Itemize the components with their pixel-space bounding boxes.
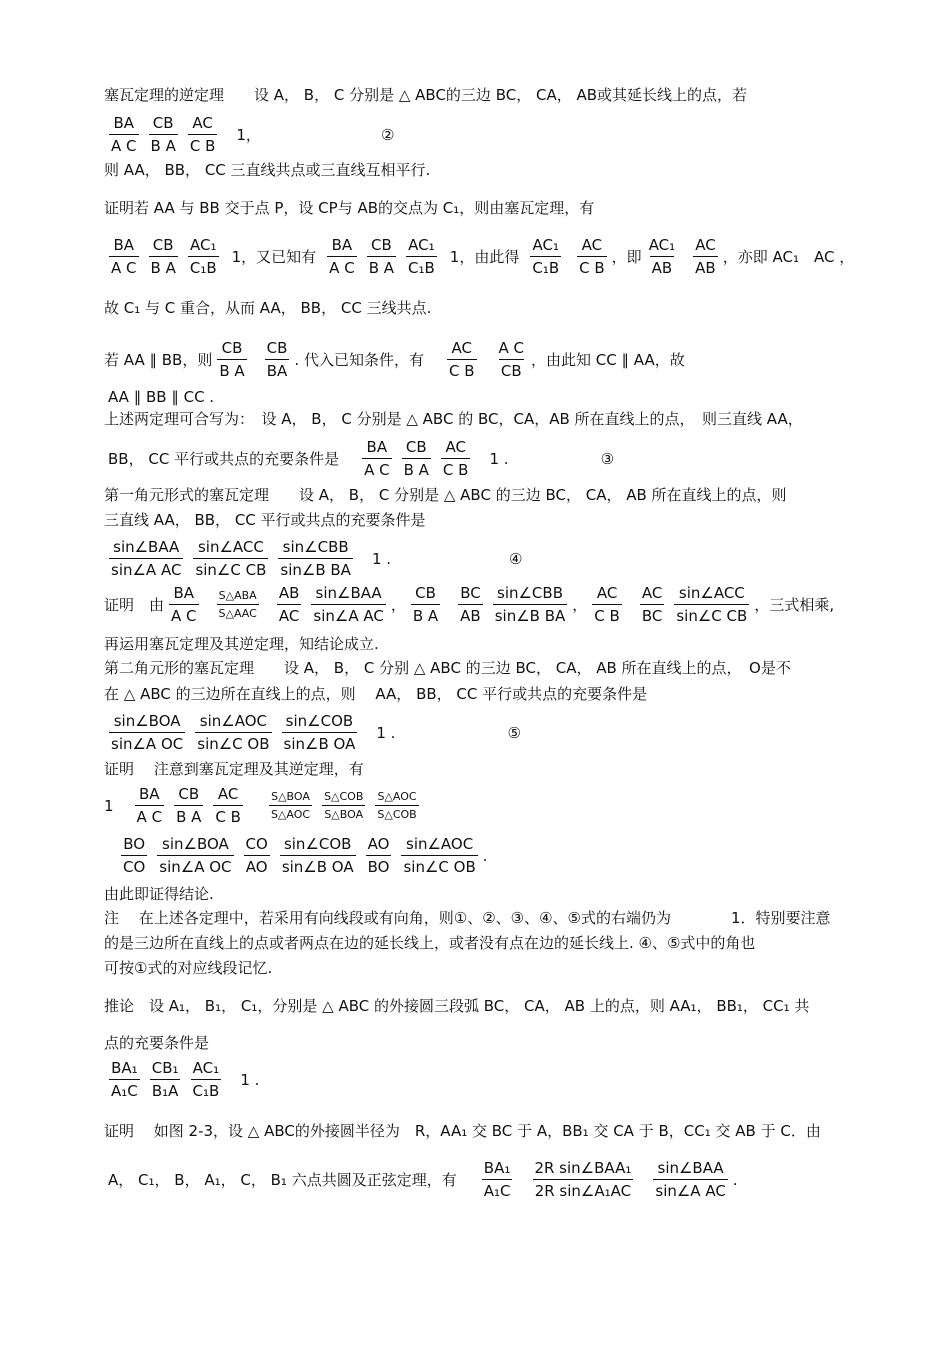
paragraph-text: 第二角元形的塞瓦定理 设 A， B， C 分别 △ ABC 的三边 BC， CA， AB 所在直线上的点， O是不 [104,659,791,677]
paragraph-text: 可按①式的对应线段记忆. [104,959,273,977]
equation-rhs: 1， [236,125,261,144]
paragraph [104,509,426,531]
equation-10 [108,437,614,480]
fraction: $\frac{CB}{\text{B A}}$ [150,236,176,277]
paragraph [104,297,431,319]
fraction: $\frac{\text{A C}}{CB}$ [498,339,525,380]
fraction: $\frac{AC}{\text{C B}}$ [215,785,241,826]
fraction: $\frac{BA}{\text{A C}}$ [136,785,163,826]
fraction: $\frac{\text{AC₁}}{\text{C₁B}}$ [192,1059,220,1100]
inline-text: . [482,846,488,865]
inline-text: ，亦即 AC₁ AC ， [722,247,855,266]
inline-text: BB， CC 平行或共点的充要条件是 [108,449,340,468]
inline-text: 若 AA ∥ BB，则 [104,350,213,369]
paragraph [104,683,647,705]
paragraph-text: 推论 设 A₁， B₁， C₁，分别是 △ ABC 的外接圆三段弧 BC， CA， AB 上的点，则 AA₁， BB₁， CC₁ 共 [104,997,810,1015]
paragraph-text: 注 在上述各定理中，若采用有向线段或有向角，则①、②、③、④、⑤式的右端仍为 1．特别要注意 [104,909,831,927]
paragraph-text: 再运用塞瓦定理及其逆定理，知结论成立. [104,635,379,653]
fraction: $\frac{CB}{\text{B A}}$ [368,236,395,277]
proof-paragraph [104,758,364,780]
paragraph-text: 的是三边所在直线上的点或者两点在边的延长线上，或者没有点在边的延长线上. ④、⑤式中的角也 [104,934,756,952]
fraction: $\frac{AC}{\text{C B}}$ [189,114,216,155]
fraction: $\frac{CB}{\text{B A}}$ [176,785,202,826]
equation-28 [104,1058,259,1101]
fraction: $\frac{CB}{\text{B A}}$ [150,114,176,155]
paragraph [104,883,214,905]
fraction: $\frac{BA}{\text{A C}}$ [364,438,390,479]
fraction: $\frac{AC}{\text{C B}}$ [579,236,605,277]
equation-rhs: 1 . [240,1070,260,1089]
fraction: $\frac{BA}{\text{A C}}$ [111,236,137,277]
equation-rhs: 1 . [489,449,509,468]
fraction: $\frac{\text{BA₁}}{\text{A₁C}}$ [483,1159,511,1200]
fraction: $\frac{\text{sin∠CBB}}{\text{sin∠B BA}}$ [280,538,351,579]
fraction: $\frac{BC}{AB}$ [460,584,481,625]
paragraph [104,932,755,954]
fraction: $\frac{\text{sin∠BAA}}{\text{sin∠A AC}}$ [313,584,384,625]
paragraph [104,633,379,655]
fraction: $\frac{CB}{\text{B A}}$ [412,584,439,625]
paragraph-text: 证明 如图 2-3，设 △ ABC的外接圆半径为 R，AA₁ 交 BC 于 A，BB₁ 交 CA 于 B，CC₁ 交 AB 于 C．由 [104,1122,821,1140]
fraction: $\frac{\text{S△COB}}{\text{S△BOA}}$ [324,790,364,821]
fraction: $\frac{\text{2R sin∠BAA₁}}{\text{2R sin∠A₁AC}}$ [534,1159,632,1200]
theorem-statement [104,657,791,679]
equation-rhs: 1 . [371,549,392,568]
proof-paragraph [104,197,594,219]
fraction: $\frac{BA}{\text{A C}}$ [111,114,137,155]
inline-text: 1 [104,796,114,815]
fraction: $\frac{AC}{BC}$ [641,584,663,625]
fraction: $\frac{\text{sin∠COB}}{\text{sin∠B OA}}$ [281,835,354,876]
fraction: $\frac{\text{AC₁}}{\text{C₁B}}$ [532,236,560,277]
paragraph [104,957,272,979]
fraction: $\frac{\text{sin∠CBB}}{\text{sin∠B BA}}$ [494,584,566,625]
equation-21 [116,834,488,877]
equation-18 [104,711,521,754]
fraction: $\frac{\text{sin∠AOC}}{\text{sin∠C OB}}$ [197,712,270,753]
fraction: $\frac{\text{sin∠COB}}{\text{sin∠B OA}}$ [283,712,356,753]
fraction: $\frac{AO}{BO}$ [367,835,390,876]
paragraph-text: 故 C₁ 与 C 重合，从而 AA， BB， CC 三线共点. [104,299,432,317]
equation-13 [104,537,522,580]
inline-text: 1，又已知有 [231,247,317,266]
inline-text: ，由此知 CC ∥ AA，故 [531,350,685,369]
paragraph-text: 在 △ ABC 的三边所在直线上的点，则 AA， BB， CC 平行或共点的充要条件是 [104,685,648,703]
equation-rhs: 1 . [376,723,396,742]
fraction: $\frac{\text{sin∠ACC}}{\text{sin∠C CB}}$ [195,538,267,579]
fraction: $\frac{AC}{\text{C B}}$ [448,339,475,380]
equation-number: ④ [509,549,523,568]
note-paragraph [104,907,831,929]
paragraph [104,159,430,181]
equation-30 [108,1158,738,1201]
equation-14: 证明 由 $\frac{BA}{\text{A C}}$ $\frac{\text{S△ABA}}{\text{S△AAC}}$ $\frac{AB}{AC}$ $\frac{\text{sin∠BAA}}{\text{sin∠A AC}}$ ， $\frac{CB}{\text{B A}}$ $\frac{BC}{AB}$ $\frac{\text{sin∠CBB}}{\text{sin∠B BA}}$ ， $\frac{AC}{\text{C B}}$ $\frac{AC}{BC}$ $\frac{\text{sin∠ACC}}{\text{sin∠C CB}}$ ，三式相乘, [104,584,835,625]
fraction: $\frac{CB}{BA}$ [266,339,288,380]
fraction: $\frac{CO}{AO}$ [245,835,268,876]
equation-7 [104,338,685,381]
paragraph [104,1032,209,1054]
fraction: $\frac{AC}{\text{C B}}$ [442,438,469,479]
inline-text: . 代入已知条件，有 [294,350,424,369]
equation-2 [104,113,394,156]
fraction: $\frac{CB}{\text{B A}}$ [219,339,245,380]
fraction: $\frac{\text{sin∠ACC}}{\text{sin∠C CB}}$ [676,584,748,625]
inline-text: 1，由此得 [449,247,520,266]
fraction: $\frac{BA}{\text{A C}}$ [171,584,197,625]
paragraph-text: 上述两定理可合写为： 设 A， B， C 分别是 △ ABC 的 BC，CA，AB 所在直线上的点， 则三直线 AA， [104,410,803,428]
inline-text: ，三式相乘, [754,595,835,614]
paragraph [104,408,803,430]
fraction: $\frac{\text{sin∠BAA}}{\text{sin∠A AC}}$ [655,1159,726,1200]
fraction: $\frac{AC}{AB}$ [695,236,716,277]
fraction: $\frac{\text{sin∠BAA}}{\text{sin∠A AC}}$ [111,538,182,579]
fraction: $\frac{BA}{\text{A C}}$ [329,236,355,277]
fraction: $\frac{\text{CB₁}}{\text{B₁A}}$ [151,1059,179,1100]
paragraph-text: 塞瓦定理的逆定理 设 A， B， C 分别是 △ ABC的三边 BC， CA， AB或其延长线上的点，若 [104,86,748,104]
fraction: $\frac{\text{BA₁}}{\text{A₁C}}$ [111,1059,138,1100]
fraction: $\frac{\text{AC₁}}{AB}$ [648,236,676,277]
fraction: $\frac{\text{S△AOC}}{\text{S△COB}}$ [377,790,417,821]
fraction: $\frac{\text{S△ABA}}{\text{S△AAC}}$ [218,589,257,620]
fraction: $\frac{AC}{\text{C B}}$ [594,584,620,625]
fraction: $\frac{\text{AC₁}}{\text{C₁B}}$ [189,236,217,277]
fraction: $\frac{AB}{AC}$ [278,584,300,625]
equation-number: ② [380,125,395,144]
theorem-inverse-statement [104,84,747,106]
equation-number: ③ [600,449,615,468]
fraction: $\frac{BO}{CO}$ [123,835,146,876]
fraction: $\frac{\text{sin∠AOC}}{\text{sin∠C OB}}$ [403,835,476,876]
paragraph-text: 证明 注意到塞瓦定理及其逆定理，有 [104,760,364,778]
proof-paragraph [104,1120,821,1142]
inline-text: . [732,1170,738,1189]
fraction: $\frac{\text{sin∠BOA}}{\text{sin∠A OC}}$ [159,835,232,876]
paragraph-text: 则 AA， BB， CC 三直线共点或三直线互相平行. [104,161,431,179]
equation-5 [104,235,854,278]
paragraph-text: 证明若 AA 与 BB 交于点 P，设 CP与 AB的交点为 C₁，则由塞瓦定理，有 [104,199,595,217]
fraction: $\frac{CB}{\text{B A}}$ [403,438,429,479]
equation-20 [104,784,424,827]
paragraph [108,386,214,408]
corollary-statement [104,995,809,1017]
inline-text: ，即 [611,247,642,266]
paragraph-text: AA ∥ BB ∥ CC . [108,388,215,406]
paragraph-text: 第一角元形式的塞瓦定理 设 A， B， C 分别是 △ ABC 的三边 BC， CA， AB 所在直线上的点，则 [104,486,787,504]
equation-number: ⑤ [507,723,521,742]
theorem-statement [104,484,787,506]
inline-text: 证明 由 [104,595,165,614]
paragraph-text: 点的充要条件是 [104,1034,210,1052]
paragraph-text: 由此即证得结论. [104,885,214,903]
fraction: $\frac{\text{AC₁}}{\text{C₁B}}$ [408,236,435,277]
fraction: $\frac{\text{sin∠BOA}}{\text{sin∠A OC}}$ [111,712,184,753]
paragraph-text: 三直线 AA， BB， CC 平行或共点的充要条件是 [104,511,426,529]
inline-text: A， C₁， B， A₁， C， B₁ 六点共圆及正弦定理，有 [108,1170,457,1189]
fraction: $\frac{\text{S△BOA}}{\text{S△AOC}}$ [270,790,311,821]
